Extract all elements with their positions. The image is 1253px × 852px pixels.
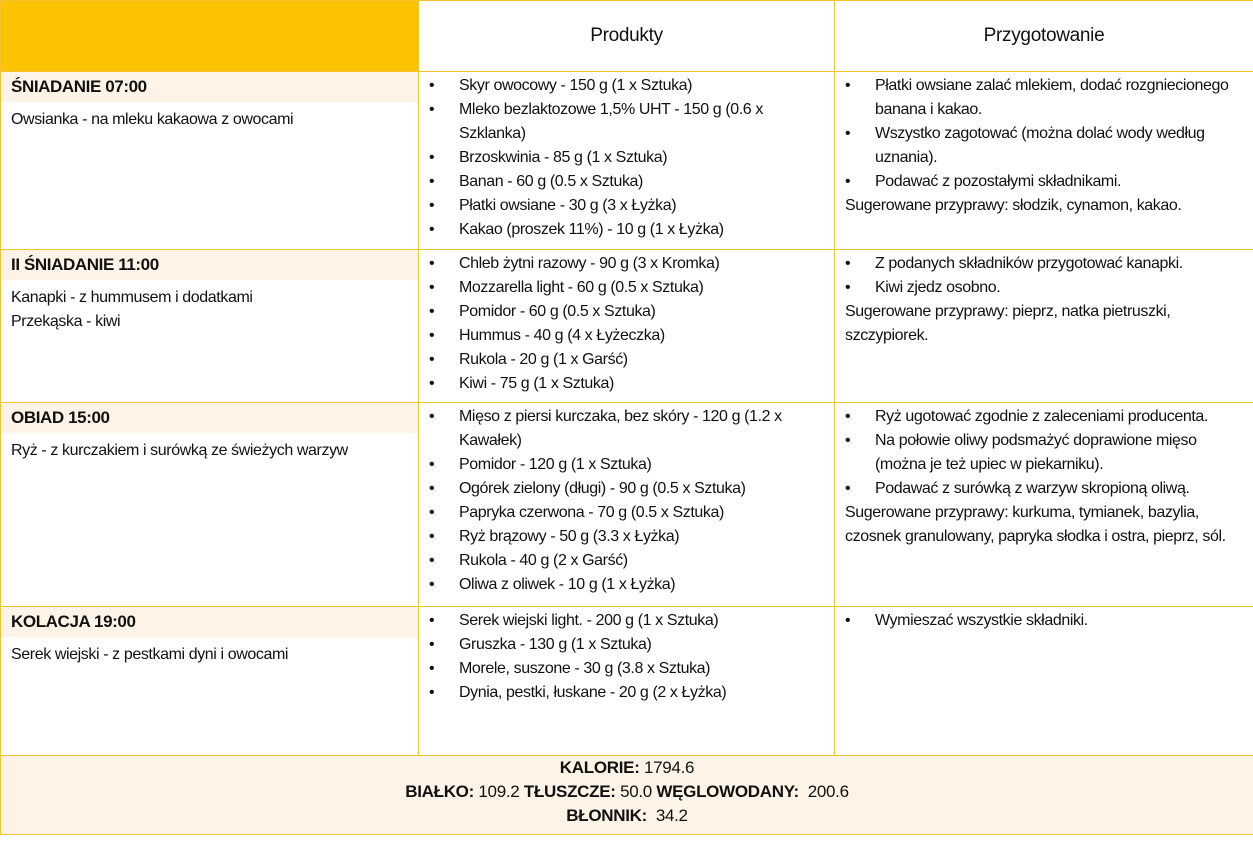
meal-title: KOLACJA 19:00 — [1, 607, 418, 637]
meal-description-line: Ryż - z kurczakiem i surówką ze świeżych warzyw — [11, 442, 348, 459]
header-corner-cell — [1, 1, 419, 72]
product-item: • Mleko bezlaktozowe 1,5% UHT - 150 g (0.6 x Szklanka) — [459, 98, 834, 146]
products-cell — [419, 72, 835, 250]
preparation-steps — [835, 250, 1253, 300]
product-item: • Morele, suszone - 30 g (3.8 x Sztuka) — [459, 657, 834, 681]
fiber-label: BŁONNIK: — [566, 806, 647, 825]
products-cell — [419, 403, 835, 607]
suggested-spices: Sugerowane przyprawy: pieprz, natka pietruszki, szczypiorek. — [845, 303, 1171, 344]
product-item: • Chleb żytni razowy - 90 g (3 x Kromka) — [459, 252, 834, 276]
product-item: • Gruszka - 130 g (1 x Sztuka) — [459, 633, 834, 657]
product-item: • Rukola - 20 g (1 x Garść) — [459, 348, 834, 372]
products-cell — [419, 607, 835, 756]
meal-description-line: Owsianka - na mleku kakaowa z owocami — [11, 111, 294, 128]
carbs-label: WĘGLOWODANY: — [656, 782, 799, 801]
preparation-step: • Podawać z surówką z warzyw skropioną oliwą. — [875, 477, 1253, 501]
meal-description — [1, 102, 418, 138]
macros-line — [1, 780, 1253, 804]
product-item: • Ogórek zielony (długi) - 90 g (0.5 x Sztuka) — [459, 477, 834, 501]
product-item: • Rukola - 40 g (2 x Garść) — [459, 549, 834, 573]
product-list — [419, 250, 834, 398]
calories-line — [1, 756, 1253, 780]
product-item: • Pomidor - 60 g (0.5 x Sztuka) — [459, 300, 834, 324]
preparation-step: • Wszystko zagotować (można dolać wody według uznania). — [875, 122, 1253, 170]
product-list — [419, 72, 834, 244]
meal-cell — [1, 250, 419, 403]
products-cell — [419, 250, 835, 403]
product-item: • Serek wiejski light. - 200 g (1 x Sztuka) — [459, 609, 834, 633]
preparation-cell — [835, 250, 1253, 403]
meal-row — [1, 403, 1253, 607]
preparation-cell — [835, 72, 1253, 250]
meal-description — [1, 433, 418, 469]
product-item: • Brzoskwinia - 85 g (1 x Sztuka) — [459, 146, 834, 170]
preparation-step: • Wymieszać wszystkie składniki. — [875, 609, 1253, 633]
meal-description-line: Kanapki - z hummusem i dodatkami — [11, 289, 253, 306]
suggested-spices: Sugerowane przyprawy: słodzik, cynamon, kakao. — [845, 197, 1182, 214]
nutrition-summary — [1, 756, 1253, 835]
protein-value: 109.2 — [478, 782, 520, 801]
preparation-steps — [835, 607, 1253, 633]
product-item: • Hummus - 40 g (4 x Łyżeczka) — [459, 324, 834, 348]
fat-label: TŁUSZCZE: — [523, 782, 616, 801]
preparation-step: • Z podanych składników przygotować kanapki. — [875, 252, 1253, 276]
product-item: • Oliwa z oliwek - 10 g (1 x Łyżka) — [459, 573, 834, 597]
meal-cell — [1, 72, 419, 250]
preparation-cell — [835, 403, 1253, 607]
product-list — [419, 607, 834, 707]
protein-label: BIAŁKO: — [405, 782, 474, 801]
preparation-cell — [835, 607, 1253, 756]
product-item: • Papryka czerwona - 70 g (0.5 x Sztuka) — [459, 501, 834, 525]
product-item: • Pomidor - 120 g (1 x Sztuka) — [459, 453, 834, 477]
fiber-line — [1, 804, 1253, 828]
meal-title: ŚNIADANIE 07:00 — [1, 72, 418, 102]
preparation-step: • Na połowie oliwy podsmażyć doprawione mięso (można je też upiec w piekarniku). — [875, 429, 1253, 477]
fat-value: 50.0 — [620, 782, 652, 801]
meal-description — [1, 280, 418, 340]
meal-cell — [1, 607, 419, 756]
products-column-header: Produkty — [419, 1, 835, 72]
product-item: • Mięso z piersi kurczaka, bez skóry - 120 g (1.2 x Kawałek) — [459, 405, 834, 453]
product-item: • Ryż brązowy - 50 g (3.3 x Łyżka) — [459, 525, 834, 549]
meal-description-line: Przekąska - kiwi — [11, 313, 121, 330]
preparation-step: • Kiwi zjedz osobno. — [875, 276, 1253, 300]
product-item: • Skyr owocowy - 150 g (1 x Sztuka) — [459, 74, 834, 98]
summary-row — [1, 756, 1253, 835]
preparation-column-header: Przygotowanie — [835, 1, 1253, 72]
product-item: • Kakao (proszek 11%) - 10 g (1 x Łyżka) — [459, 218, 834, 242]
fiber-value: 34.2 — [655, 806, 688, 825]
meal-row — [1, 72, 1253, 250]
carbs-value: 200.6 — [807, 782, 849, 801]
preparation-steps — [835, 72, 1253, 194]
meal-description-line: Serek wiejski - z pestkami dyni i owocami — [11, 646, 289, 663]
calories-value: 1794.6 — [644, 758, 695, 777]
header-row — [1, 1, 1253, 72]
product-item: • Płatki owsiane - 30 g (3 x Łyżka) — [459, 194, 834, 218]
product-item: • Mozzarella light - 60 g (0.5 x Sztuka) — [459, 276, 834, 300]
meal-cell — [1, 403, 419, 607]
calories-label: KALORIE: — [559, 758, 640, 777]
preparation-step: • Płatki owsiane zalać mlekiem, dodać rozgniecionego banana i kakao. — [875, 74, 1253, 122]
product-list — [419, 403, 834, 599]
suggested-spices: Sugerowane przyprawy: kurkuma, tymianek, bazylia, czosnek granulowany, papryka słodka i ostra, pieprz, sól. — [845, 504, 1226, 545]
product-item: • Kiwi - 75 g (1 x Sztuka) — [459, 372, 834, 396]
preparation-step: • Podawać z pozostałymi składnikami. — [875, 170, 1253, 194]
preparation-step: • Ryż ugotować zgodnie z zaleceniami producenta. — [875, 405, 1253, 429]
meal-description — [1, 637, 418, 673]
meal-row — [1, 250, 1253, 403]
product-item: • Dynia, pestki, łuskane - 20 g (2 x Łyżka) — [459, 681, 834, 705]
meal-row — [1, 607, 1253, 756]
meal-title: OBIAD 15:00 — [1, 403, 418, 433]
meal-title: II ŚNIADANIE 11:00 — [1, 250, 418, 280]
preparation-steps — [835, 403, 1253, 501]
product-item: • Banan - 60 g (0.5 x Sztuka) — [459, 170, 834, 194]
